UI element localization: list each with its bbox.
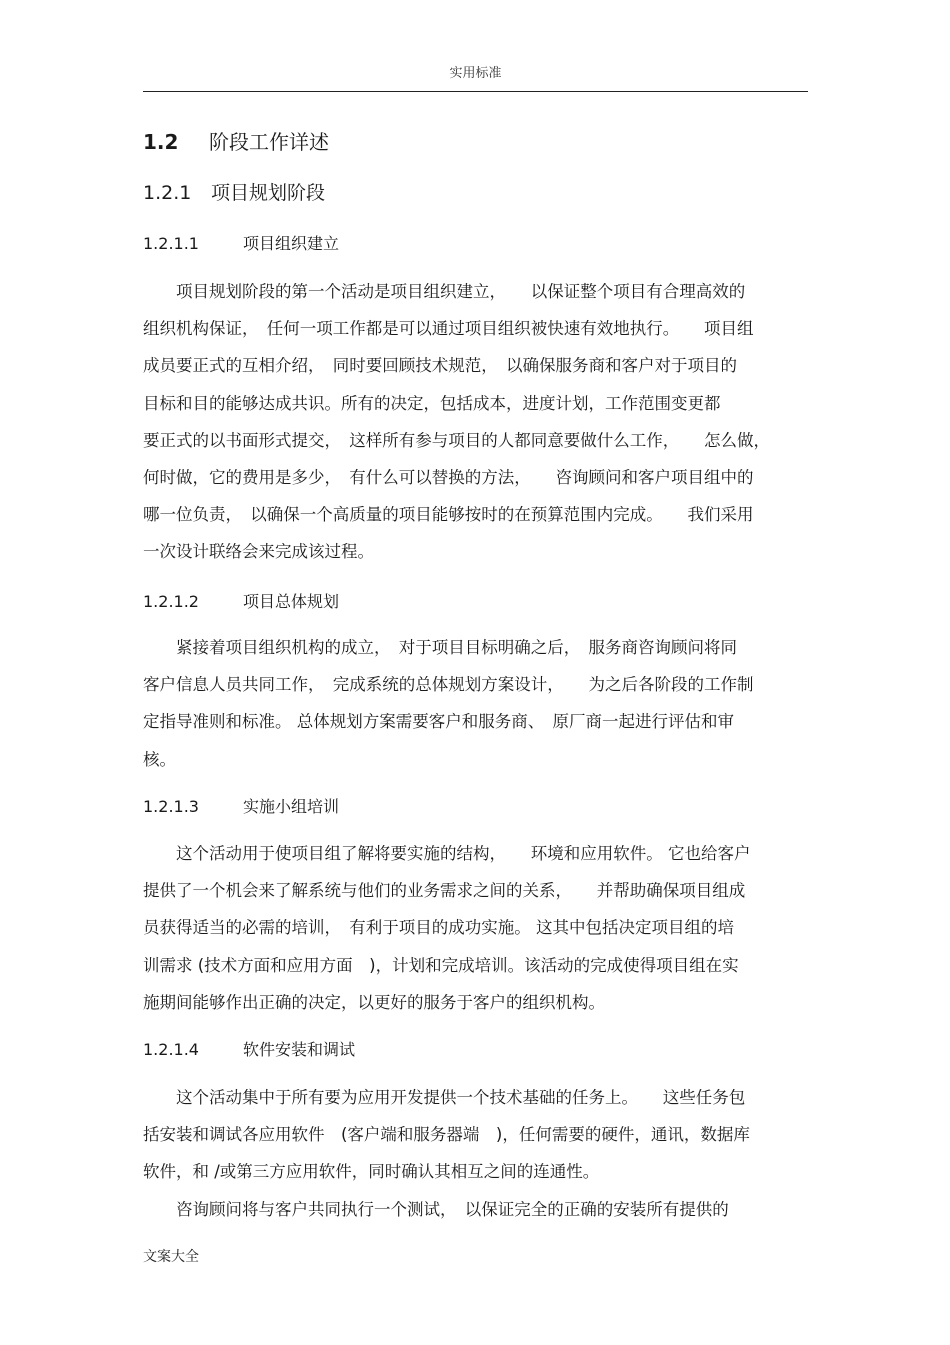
text-line: 何时做，它的费用是多少， 有什么可以替换的方法， 咨询顾问和客户项目组中的 [143, 467, 754, 487]
text-line: 成员要正式的互相介绍， 同时要回顾技术规范， 以确保服务商和客户对于项目的 [143, 356, 737, 376]
subsubsection-title: 项目组织建立 [243, 234, 340, 253]
subsubsection-heading-1 [143, 232, 339, 256]
subsection-title: 项目规划阶段 [211, 182, 326, 204]
text-line: 核。 [143, 749, 176, 769]
paragraph-software-installation [143, 1079, 750, 1191]
subsubsection-number: 1.2.1.4 [143, 1040, 199, 1059]
section-heading [143, 128, 329, 156]
section-title: 阶段工作详述 [209, 130, 329, 154]
subsubsection-title: 软件安装和调试 [243, 1040, 356, 1059]
paragraph-joint-testing [143, 1191, 729, 1228]
subsubsection-heading-4 [143, 1038, 355, 1062]
text-line: 要正式的以书面形式提交， 这样所有参与项目的人都同意要做什么工作， 怎么做， [143, 430, 770, 450]
paragraph-overall-planning [143, 629, 754, 778]
paragraph-team-training [143, 835, 751, 1021]
subsubsection-number: 1.2.1.2 [143, 592, 199, 611]
text-line: 施期间能够作出正确的决定，以更好的服务于客户的组织机构。 [143, 992, 605, 1012]
header-rule [143, 91, 808, 92]
subsubsection-title: 项目总体规划 [243, 592, 340, 611]
paragraph-project-organization [143, 273, 770, 571]
text-line: 这个活动集中于所有要为应用开发提供一个技术基础的任务上。 这些任务包 [143, 1088, 746, 1107]
text-line: 括安装和调试各应用软件 (客户端和服务器端 )，任何需要的硬件，通讯，数据库 [143, 1125, 750, 1145]
subsection-heading [143, 179, 325, 207]
text-line: 目标和目的能够达成共识。所有的决定，包括成本，进度计划，工作范围变更都 [143, 393, 721, 413]
text-line: 定指导准则和标准。 总体规划方案需要客户和服务商、 原厂商一起进行评估和审 [143, 712, 734, 732]
section-number: 1.2 [143, 130, 179, 154]
subsubsection-heading-2 [143, 590, 339, 614]
text-line: 咨询顾问将与客户共同执行一个测试， 以保证完全的正确的安装所有提供的 [143, 1200, 729, 1219]
text-line: 客户信息人员共同工作， 完成系统的总体规划方案设计， 为之后各阶段的工作制 [143, 675, 754, 695]
text-line: 这个活动用于使项目组了解将要实施的结构， 环境和应用软件。 它也给客户 [143, 844, 751, 863]
text-line: 紧接着项目组织机构的成立， 对于项目目标明确之后， 服务商咨询顾问将同 [143, 638, 737, 657]
text-line: 训需求 (技术方面和应用方面 )，计划和完成培训。该活动的完成使得项目组在实 [143, 955, 739, 975]
text-line: 员获得适当的必需的培训， 有利于项目的成功实施。 这其中包括决定项目组的培 [143, 918, 734, 938]
subsection-number: 1.2.1 [143, 182, 192, 204]
text-line: 哪一位负责， 以确保一个高质量的项目能够按时的在预算范围内完成。 我们采用 [143, 505, 754, 525]
page-header: 实用标准 [449, 66, 502, 81]
text-line: 软件，和 /或第三方应用软件，同时确认其相互之间的连通性。 [143, 1162, 600, 1182]
text-line: 组织机构保证， 任何一项工作都是可以通过项目组织被快速有效地执行。 项目组 [143, 319, 754, 339]
subsubsection-heading-3 [143, 795, 339, 819]
text-line: 提供了一个机会来了解系统与他们的业务需求之间的关系， 并帮助确保项目组成 [143, 881, 746, 901]
text-line: 项目规划阶段的第一个活动是项目组织建立， 以保证整个项目有合理高效的 [143, 282, 746, 301]
page-footer: 文案大全 [143, 1249, 199, 1265]
subsubsection-number: 1.2.1.3 [143, 797, 199, 816]
subsubsection-number: 1.2.1.1 [143, 234, 199, 253]
text-line: 一次设计联络会来完成该过程。 [143, 542, 374, 562]
subsubsection-title: 实施小组培训 [243, 797, 340, 816]
